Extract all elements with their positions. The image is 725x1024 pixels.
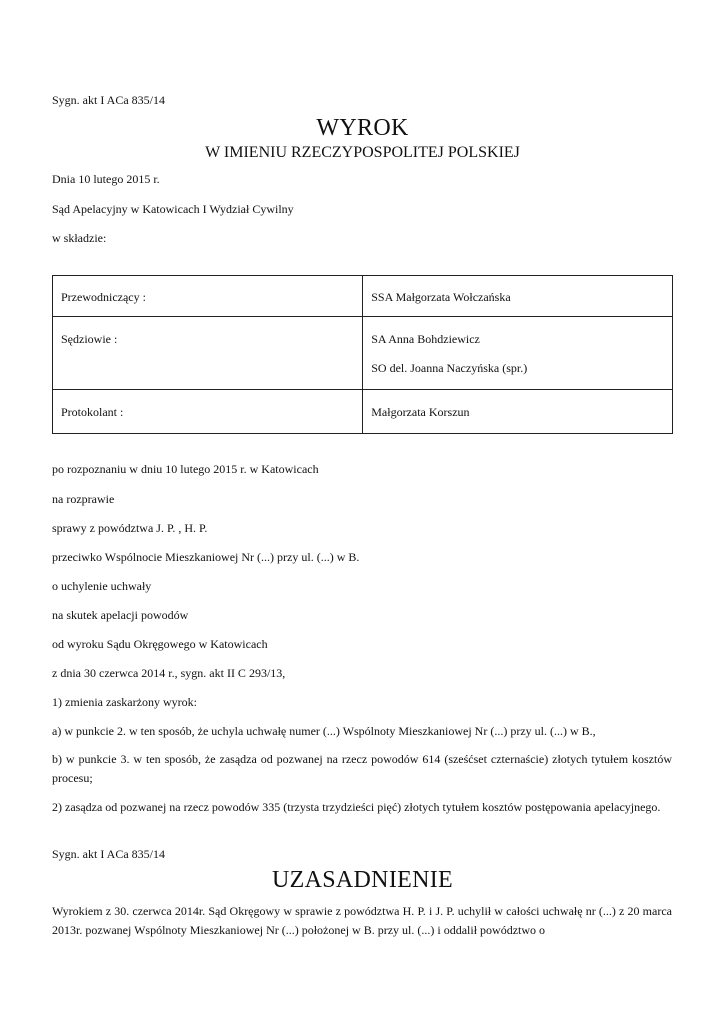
ruling-point-2: 2) zasądza od pozwanej na rzecz powodów 335 (trzysta trzydzieści pięć) złotych tytułem kosztów postępowania apelacyjnego. — [52, 800, 661, 814]
body-line: z dnia 30 czerwca 2014 r., sygn. akt II C 293/13, — [52, 666, 286, 680]
ruling-point-b: b) w punkcie 3. w ten sposób, że zasądza od pozwanej na rzecz powodów 614 (sześćset czternaście) złotych tytułem kosztów procesu; — [52, 752, 672, 785]
body-line: na rozprawie — [52, 492, 115, 506]
body-line: po rozpoznaniu w dniu 10 lutego 2015 r. w Katowicach — [52, 462, 319, 476]
table-row — [53, 317, 673, 390]
body-line: sprawy z powództwa J. P. , H. P. — [52, 521, 208, 535]
judgment-subtitle: W IMIENIU RZECZYPOSPOLITEJ POLSKIEJ — [205, 144, 520, 161]
court-panel-table — [52, 275, 673, 434]
justification-text: Wyrokiem z 30. czerwca 2014r. Sąd Okręgowy w sprawie z powództwa H. P. i J. P. uchylił w całości uchwałę nr (...) z 20 marca 2013r. pozwanej Wspólnoty Mieszkaniowej Nr (...) położonej w B. przy ul. (...) i oddalił powództwo o — [52, 904, 672, 937]
panel-name: SO del. Joanna Naczyńska (spr.) — [371, 361, 528, 375]
panel-role: Przewodniczący : — [61, 290, 146, 304]
justification-title: UZASADNIENIE — [272, 867, 453, 893]
case-signature-top: Sygn. akt I ACa 835/14 — [52, 93, 165, 107]
panel-name: SSA Małgorzata Wołczańska — [371, 290, 511, 304]
table-row — [53, 390, 673, 434]
panel-name: SA Anna Bohdziewicz — [371, 332, 480, 346]
judgment-title: WYROK — [316, 115, 409, 141]
composition-label: w składzie: — [52, 231, 107, 245]
panel-role: Sędziowie : — [61, 332, 118, 346]
panel-role: Protokolant : — [61, 405, 124, 419]
body-line: przeciwko Wspólnocie Mieszkaniowej Nr (...) przy ul. (...) w B. — [52, 550, 360, 564]
ruling-point-1: 1) zmienia zaskarżony wyrok: — [52, 695, 197, 709]
case-signature-bottom: Sygn. akt I ACa 835/14 — [52, 847, 165, 861]
panel-name: Małgorzata Korszun — [371, 405, 470, 419]
court-name: Sąd Apelacyjny w Katowicach I Wydział Cywilny — [52, 202, 294, 216]
judgment-date: Dnia 10 lutego 2015 r. — [52, 172, 160, 186]
table-row — [53, 276, 673, 317]
body-line: o uchylenie uchwały — [52, 579, 152, 593]
ruling-point-a: a) w punkcie 2. w ten sposób, że uchyla uchwałę numer (...) Wspólnoty Mieszkaniowej Nr (...) przy ul. (...) w B., — [52, 724, 596, 738]
body-line: od wyroku Sądu Okręgowego w Katowicach — [52, 637, 268, 651]
body-line: na skutek apelacji powodów — [52, 608, 189, 622]
